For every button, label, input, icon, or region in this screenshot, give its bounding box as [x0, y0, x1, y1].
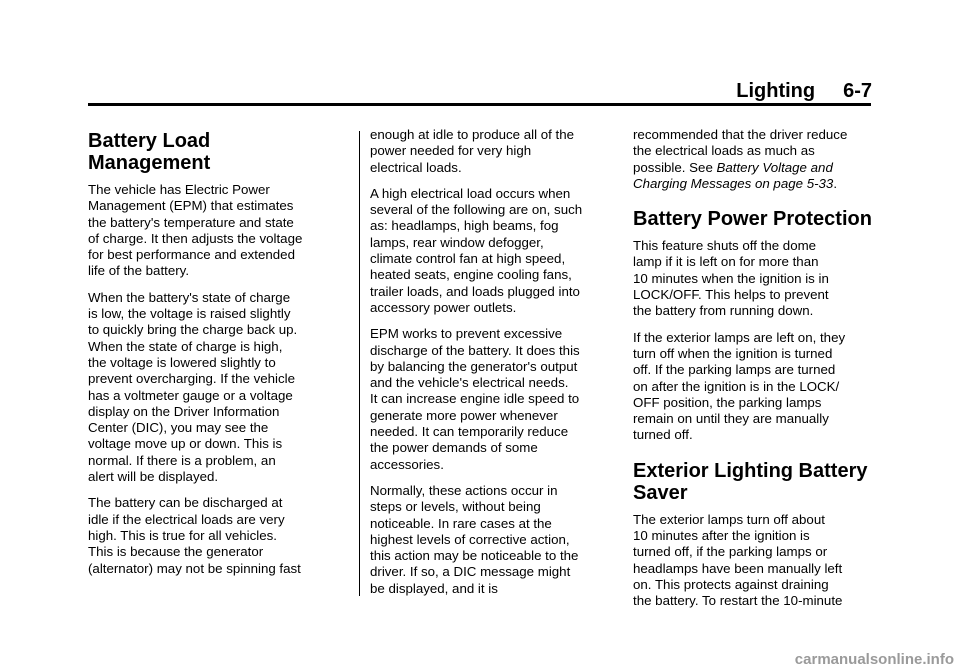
text-line: normal. If there is a problem, an [88, 452, 276, 468]
paragraph [370, 483, 628, 597]
text-line: It can increase engine idle speed to [370, 391, 580, 407]
paragraph [633, 238, 891, 319]
paragraph [370, 186, 628, 316]
text-line: When the state of charge is high, [88, 338, 283, 354]
text-line: alert will be displayed. [88, 469, 219, 485]
text-line: several of the following are on, such [370, 202, 583, 218]
section-title: Lighting [736, 80, 816, 102]
text-line: off. If the parking lamps are turned [633, 362, 836, 378]
text-line: When the battery's state of charge [88, 289, 291, 305]
text-line: highest levels of corrective action, [370, 531, 570, 547]
text-line: power needed for very high [370, 143, 532, 159]
text-line: has a voltmeter gauge or a voltage [88, 387, 293, 403]
text-line: idle if the electrical loads are very [88, 511, 285, 527]
text-line: display on the Driver Information [88, 403, 280, 419]
text-line: this action may be noticeable to the [370, 548, 579, 564]
text-line: If the exterior lamps are left on, they [633, 329, 846, 345]
heading-line: Saver [633, 481, 688, 504]
text-line: be displayed, and it is [370, 580, 498, 596]
text-line: Management (EPM) that estimates [88, 198, 294, 214]
text-line: turned off. [633, 427, 693, 443]
text-line: on. This protects against draining [633, 576, 829, 592]
text-line: (alternator) may not be spinning fast [88, 560, 301, 576]
text-line: The battery can be discharged at [88, 495, 283, 511]
text-line: EPM works to prevent excessive [370, 326, 563, 342]
text-line: OFF position, the parking lamps [633, 394, 822, 410]
paragraph [633, 127, 891, 192]
text-line: voltage move up or down. This is [88, 436, 283, 452]
paragraph [633, 330, 891, 444]
text-line: by balancing the generator's output [370, 358, 578, 374]
text-line: of charge. It then adjusts the voltage [88, 230, 303, 246]
text-line: discharge of the battery. It does this [370, 342, 580, 358]
text-line: the voltage is lowered slightly to [88, 354, 276, 370]
text-line: prevent overcharging. If the vehicle [88, 371, 295, 387]
text-line: The exterior lamps turn off about [633, 511, 825, 527]
text-line: accessories. [370, 456, 444, 472]
text-line: and the vehicle's electrical needs. [370, 375, 569, 391]
text-line: 10 minutes when the ignition is in [633, 270, 829, 286]
text-line [633, 160, 891, 176]
paragraph [370, 326, 628, 473]
text-line: on after the ignition is in the LOCK/ [633, 378, 840, 394]
page-header [0, 78, 872, 104]
text-line: The vehicle has Electric Power [88, 182, 270, 197]
text-line: the power demands of some [370, 440, 538, 456]
text-fragment: possible. See [633, 159, 717, 175]
column-3 [633, 127, 891, 620]
paragraph [370, 127, 628, 176]
text-line: the battery from running down. [633, 303, 814, 319]
text-line: enough at idle to produce all of the [370, 127, 575, 142]
text-line: as: headlamps, high beams, fog [370, 218, 559, 234]
text-line: needed. It can temporarily reduce [370, 424, 569, 440]
paragraph [88, 182, 346, 280]
text-line: LOCK/OFF. This helps to prevent [633, 287, 829, 303]
text-line: lamp if it is left on for more than [633, 254, 819, 270]
column-divider [359, 131, 360, 596]
page-number: 6-7 [843, 80, 872, 102]
text-line [633, 176, 891, 192]
text-line: for best performance and extended [88, 247, 295, 263]
text-line: is low, the voltage is raised slightly [88, 306, 291, 322]
text-line: generate more power whenever [370, 407, 558, 423]
text-line: turn off when the ignition is turned [633, 345, 833, 361]
paragraph [88, 290, 346, 486]
text-line: headlamps have been manually left [633, 560, 843, 576]
text-line: the electrical loads as much as [633, 143, 815, 159]
text-line: climate control fan at high speed, [370, 251, 566, 267]
heading-exterior-lighting-battery-saver [633, 460, 891, 504]
text-line: the battery's temperature and state [88, 214, 294, 230]
paragraph [88, 495, 346, 576]
text-line: heated seats, engine cooling fans, [370, 267, 572, 283]
text-line: to quickly bring the charge back up. [88, 322, 298, 338]
heading-battery-power-protection: Battery Power Protection [633, 208, 872, 231]
text-fragment: . [833, 175, 838, 191]
text-line: accessory power outlets. [370, 299, 517, 315]
text-line: 10 minutes after the ignition is [633, 528, 810, 544]
column-1 [88, 124, 346, 587]
watermark: carmanualsonline.info [794, 651, 954, 668]
text-line: the battery. To restart the 10-minute [633, 593, 843, 609]
text-line: lamps, rear window defogger, [370, 234, 544, 250]
heading-line: Battery Load [88, 130, 211, 152]
text-line: trailer loads, and loads plugged into [370, 283, 580, 299]
heading-line: Exterior Lighting Battery [633, 459, 868, 482]
header-rule [88, 103, 871, 106]
cross-reference-link[interactable]: Battery Voltage and [716, 159, 833, 175]
heading-battery-load-management [88, 130, 346, 174]
text-line: electrical loads. [370, 159, 462, 175]
text-line: A high electrical load occurs when [370, 185, 571, 201]
text-line: high. This is true for all vehicles. [88, 527, 277, 543]
text-line: turned off, if the parking lamps or [633, 544, 828, 560]
paragraph [633, 512, 891, 610]
text-line: recommended that the driver reduce [633, 127, 848, 142]
text-line: steps or levels, without being [370, 499, 541, 515]
text-line: life of the battery. [88, 263, 190, 279]
text-line: This feature shuts off the dome [633, 238, 817, 254]
text-line: remain on until they are manually [633, 411, 829, 427]
text-line: This is because the generator [88, 544, 264, 560]
cross-reference-link[interactable]: Charging Messages on page 5-33 [633, 175, 834, 191]
heading-line: Management [88, 152, 211, 174]
text-line: Normally, these actions occur in [370, 482, 558, 498]
text-line: noticeable. In rare cases at the [370, 515, 552, 531]
text-line: driver. If so, a DIC message might [370, 564, 571, 580]
column-2 [370, 127, 628, 607]
text-line: Center (DIC), you may see the [88, 420, 269, 436]
